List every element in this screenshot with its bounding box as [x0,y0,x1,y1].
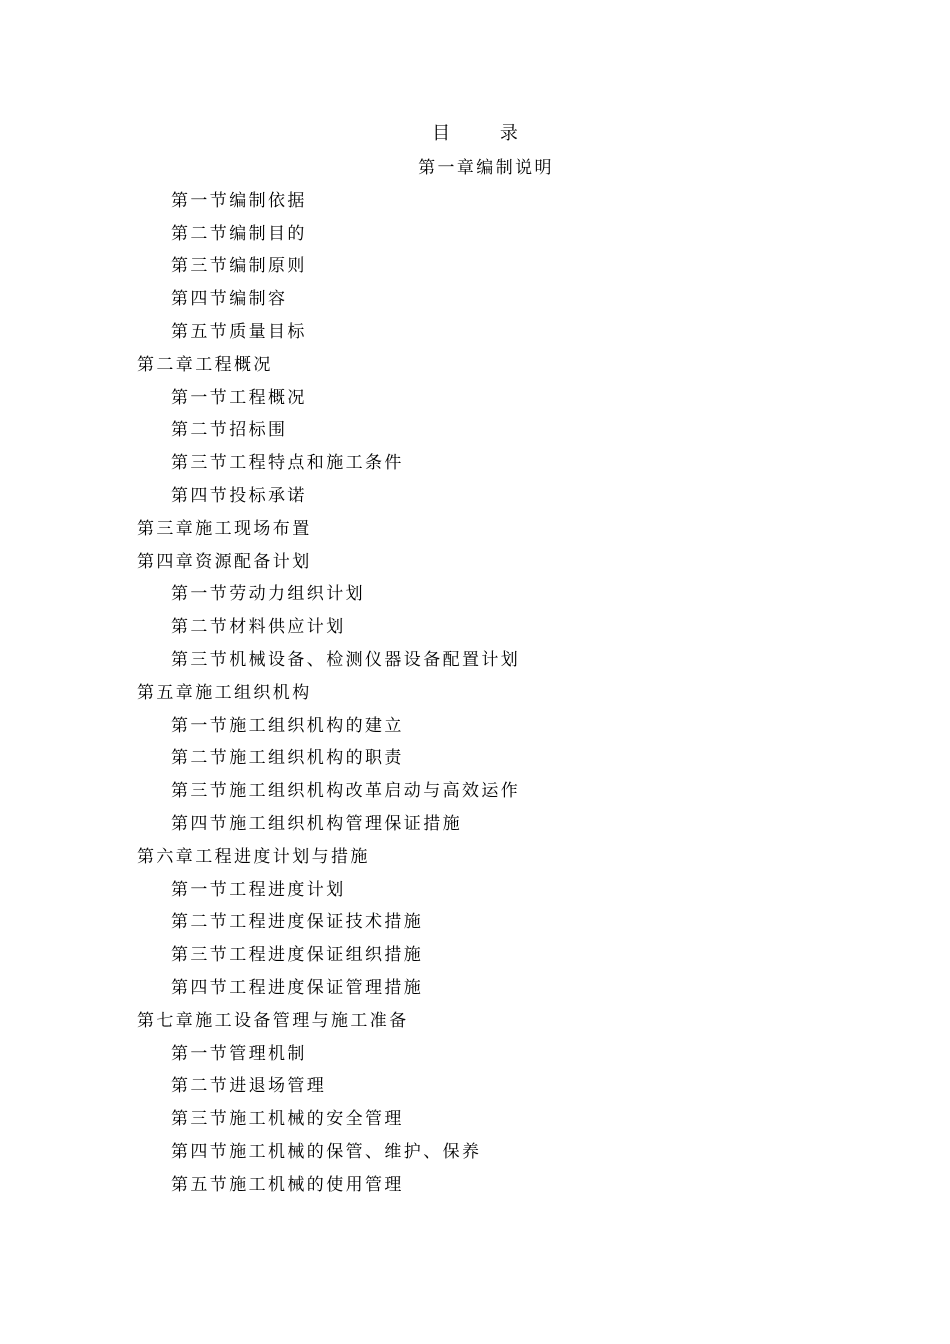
toc-section-entry: 第三节机械设备、检测仪器设备配置计划 [171,649,521,670]
toc-section-entry: 第一节工程概况 [171,387,307,408]
toc-section-entry: 第四节施工组织机构管理保证措施 [171,813,462,834]
toc-section-entry: 第四节施工机械的保管、维护、保养 [171,1141,482,1162]
toc-section-entry: 第二节施工组织机构的职责 [171,748,404,769]
toc-section-entry: 第二节招标围 [171,420,288,441]
toc-section-entry: 第一节工程进度计划 [171,879,346,900]
toc-section-entry: 第四节工程进度保证管理措施 [171,977,424,998]
toc-section-entry: 第三节工程特点和施工条件 [171,453,404,474]
toc-chapter-1: 第一章编制说明 [418,158,554,178]
toc-section-entry: 第三节施工机械的安全管理 [171,1109,404,1130]
toc-chapter-entry: 第六章工程进度计划与措施 [137,846,370,867]
toc-section-entry: 第一节劳动力组织计划 [171,584,365,605]
toc-section-entry: 第三节编制原则 [171,256,307,277]
toc-chapter-entry: 第三章施工现场布置 [137,518,312,539]
toc-entries [0,185,950,1202]
toc-section-entry: 第四节投标承诺 [171,485,307,506]
toc-section-entry: 第二节进退场管理 [171,1076,327,1097]
toc-chapter-entry: 第七章施工设备管理与施工准备 [137,1010,409,1031]
toc-section-entry: 第二节材料供应计划 [171,617,346,638]
toc-chapter-entry: 第二章工程概况 [137,354,273,375]
toc-title: 目 录 [432,123,540,144]
toc-section-entry: 第三节工程进度保证组织措施 [171,945,424,966]
toc-section-entry: 第二节工程进度保证技术措施 [171,912,424,933]
toc-section-entry: 第五节质量目标 [171,321,307,342]
toc-chapter-entry: 第四章资源配备计划 [137,551,312,572]
toc-chapter-entry: 第五章施工组织机构 [137,682,312,703]
toc-section-entry: 第五节施工机械的使用管理 [171,1174,404,1195]
toc-section-entry: 第一节管理机制 [171,1043,307,1064]
toc-section-entry: 第四节编制容 [171,289,288,310]
toc-section-entry: 第一节编制依据 [171,190,307,211]
toc-section-entry: 第二节编制目的 [171,223,307,244]
toc-section-entry: 第三节施工组织机构改革启动与高效运作 [171,781,521,802]
table-of-contents [0,152,950,1202]
toc-section-entry: 第一节施工组织机构的建立 [171,715,404,736]
